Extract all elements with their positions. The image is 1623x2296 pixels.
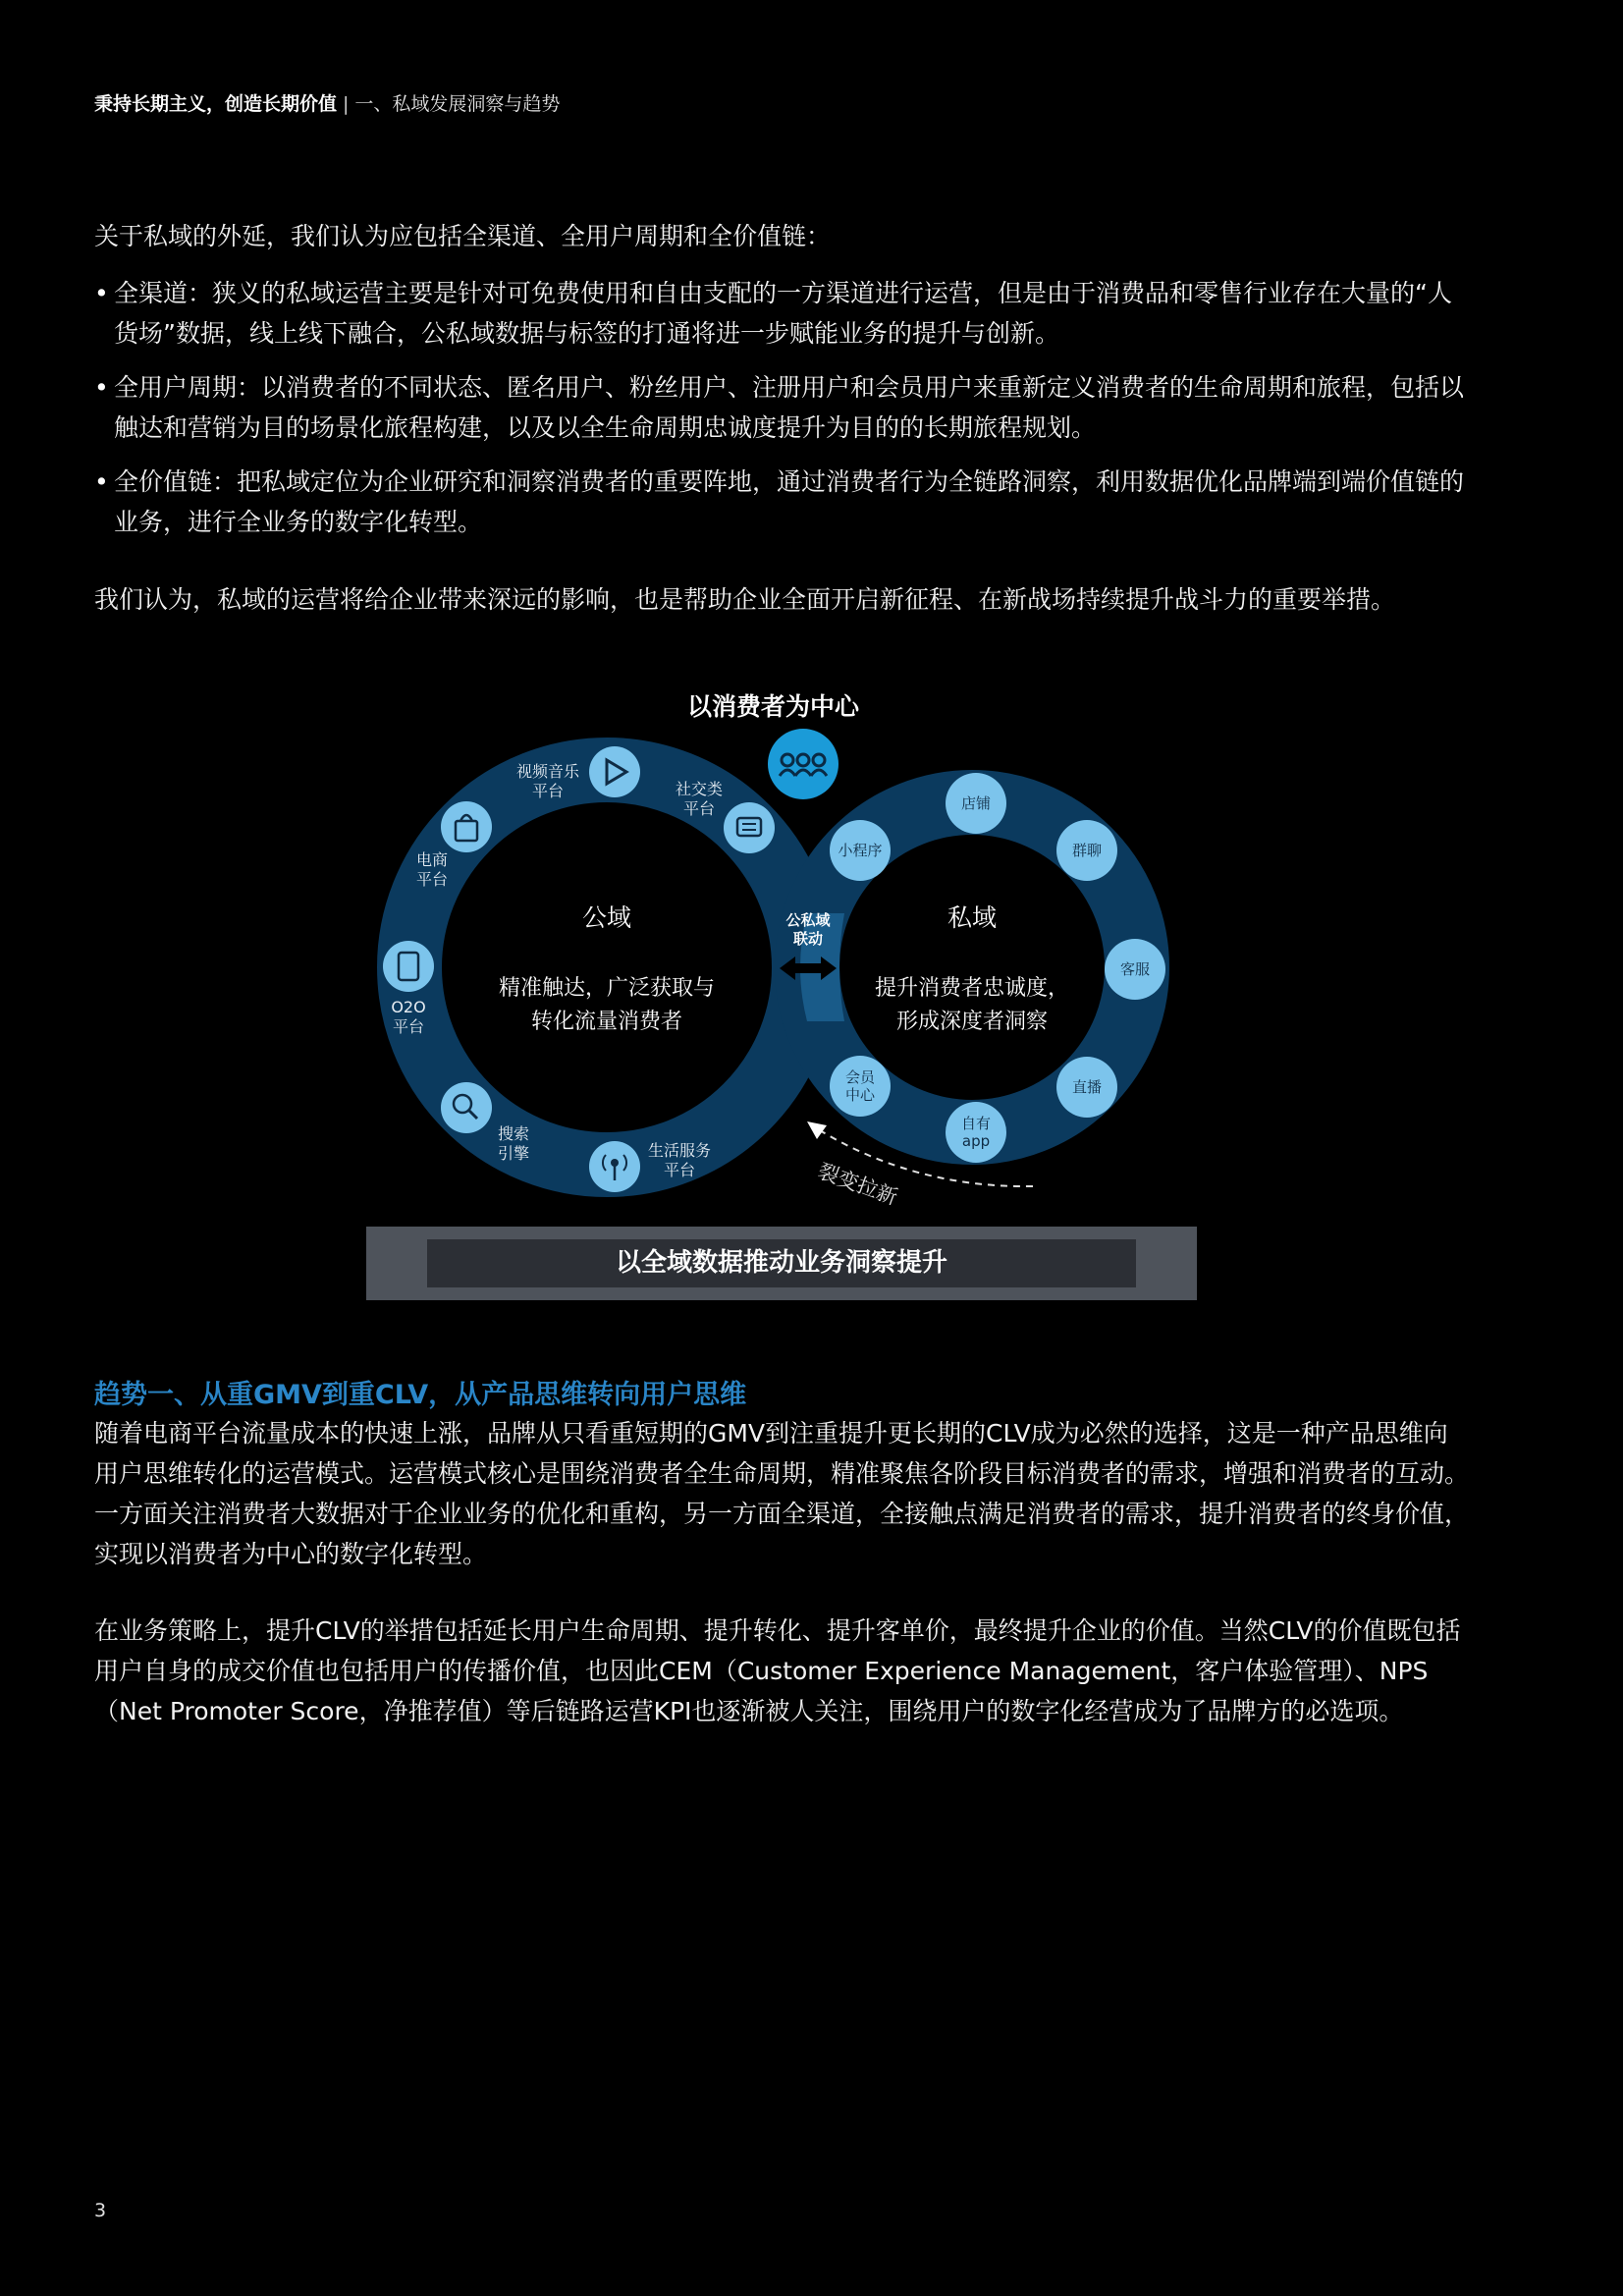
shopping-bag-icon [441, 801, 492, 852]
node-label-line: 平台 [415, 870, 448, 889]
linkage-label [769, 911, 847, 949]
store-label: 店铺 [960, 794, 991, 812]
header-title: 秉持长期主义，创造长期价值 [94, 93, 338, 115]
video-music-icon [589, 746, 640, 797]
page-number: 3 [94, 2200, 107, 2221]
linkage-line: 联动 [792, 930, 823, 948]
private-desc-line: 形成深度者洞察 [895, 1010, 1048, 1034]
o2o-platform-label [364, 998, 453, 1037]
domain-diagram [363, 678, 1208, 1306]
private-domain-desc [844, 972, 1100, 1039]
intro-paragraph: 关于私域的外延，我们认为应包括全渠道、全用户周期和全价值链： [94, 222, 832, 250]
node-label-line: app [961, 1132, 991, 1150]
public-desc-line: 精准触达，广泛获取与 [498, 976, 715, 1001]
ecommerce-platform-label [388, 850, 476, 890]
life-service-label [635, 1141, 724, 1180]
running-header [94, 89, 560, 116]
header-section: 一、私域发展洞察与趋势 [354, 93, 561, 115]
public-domain-desc [479, 972, 734, 1039]
node-label-line: 平台 [531, 782, 564, 800]
node-label-line: O2O [391, 998, 426, 1016]
consumer-center-icon [768, 729, 839, 799]
diagram-title: 以消费者为中心 [687, 692, 860, 721]
trend-paragraph-1: 随着电商平台流量成本的快速上涨，品牌从只看重短期的GMV到注重提升更长期的CLV成为必然的选择，这是一种产品思维向用户思维转化的运营模式。运营模式核心是围绕消费者全生命周期，精准聚焦各阶段目标消费者的需求，增强和消费者的互动。一方面关注消费者大数据对于企业业务的优化和重构，另一方面全渠道，全接触点满足消费者的需求，提升消费者的终身价值，实现以消费者为中心的数字化转型。 [94, 1419, 1470, 1568]
tablet-icon [383, 941, 434, 992]
customer-service-label: 客服 [1119, 960, 1150, 978]
bullet-item: • 全用户周期：以消费者的不同状态、匿名用户、粉丝用户、注册用户和会员用户来重新定义消费者的生命周期和旅程，包括以触达和营销为目的场景化旅程构建，以及以全生命周期忠诚度提升为目的的长期旅程规划。 [94, 367, 1469, 448]
diagram-banner [366, 1227, 1197, 1300]
miniprogram-label: 小程序 [838, 842, 883, 859]
private-desc-line: 提升消费者忠诚度， [874, 976, 1069, 1001]
bullet-item: • 全价值链：把私域定位为企业研究和洞察消费者的重要阵地，通过消费者行为全链路洞察，利用数据优化品牌端到端价值链的业务，进行全业务的数字化转型。 [94, 462, 1469, 542]
social-platform-label [655, 780, 743, 819]
trend-heading: 趋势一、从重GMV到重CLV，从产品思维转向用户思维 [94, 1380, 747, 1410]
group-chat-label: 群聊 [1071, 842, 1102, 859]
public-desc-line: 转化流量消费者 [530, 1010, 682, 1034]
public-domain-title: 公域 [581, 903, 631, 932]
node-label-line: 生活服务 [647, 1141, 711, 1160]
conclusion-paragraph: 我们认为，私域的运营将给企业带来深远的影响，也是帮助企业全面开启新征程、在新战场持续提升战斗力的重要举措。 [94, 585, 1396, 614]
node-label-line: 视频音乐 [515, 762, 579, 781]
live-label: 直播 [1071, 1078, 1102, 1096]
video-platform-label [504, 762, 592, 801]
trend-paragraph-2: 在业务策略上，提升CLV的举措包括延长用户生命周期、提升转化、提升客单价，最终提升企业的价值。当然CLV的价值既包括用户自身的成交价值也包括用户的传播价值，也因此CEM（Customer Experience Management，客户体验管理）、NPS（Net Promoter Score，净推荐值）等后链路运营KPI也逐渐被人关注，围绕用户的数字化经营成为了品牌方的必选项。 [94, 1616, 1461, 1725]
node-label-line: 平台 [663, 1161, 695, 1179]
node-label-line: 平台 [682, 799, 715, 818]
node-label-line: 自有 [960, 1115, 991, 1132]
linkage-line: 公私域 [785, 911, 831, 929]
node-label-line: 中心 [844, 1086, 875, 1104]
own-app-label [947, 1115, 1005, 1150]
node-label-line: 社交类 [675, 780, 723, 798]
broadcast-icon [589, 1141, 640, 1192]
fission-label: 裂变拉新 [815, 1159, 901, 1210]
member-center-label [831, 1068, 890, 1104]
banner-text: 以全域数据推动业务洞察提升 [427, 1239, 1136, 1287]
fission-arrowhead-icon [807, 1121, 827, 1139]
node-label-line: 搜索 [497, 1124, 529, 1143]
private-domain-title: 私域 [947, 903, 997, 932]
header-separator: | [343, 93, 350, 115]
bullet-item: • 全渠道：狭义的私域运营主要是针对可免费使用和自由支配的一方渠道进行运营，但是由于消费品和零售行业存在大量的“人货场”数据，线上线下融合，公私域数据与标签的打通将进一步赋能业务的提升与创新。 [94, 273, 1469, 354]
node-label-line: 引擎 [497, 1144, 529, 1163]
node-label-line: 电商 [415, 850, 448, 869]
node-label-line: 平台 [392, 1017, 424, 1036]
search-engine-label [469, 1124, 558, 1164]
bullet-list [94, 273, 1469, 556]
node-label-line: 会员 [844, 1068, 875, 1086]
